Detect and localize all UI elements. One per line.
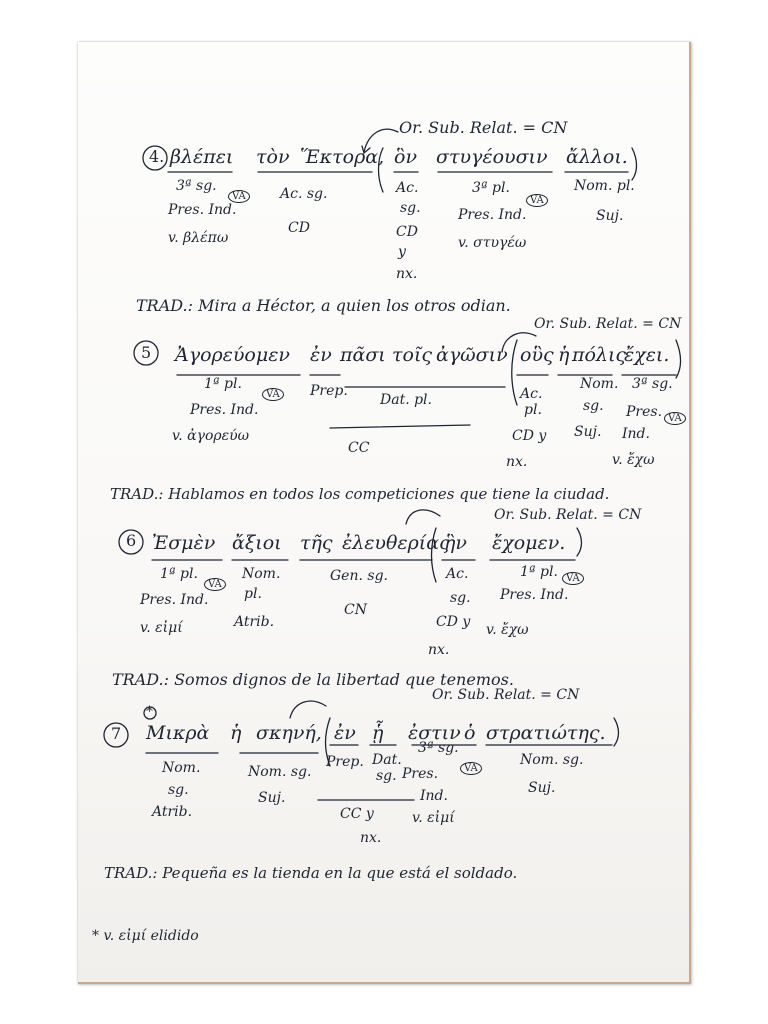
ex4-greek-6: ἄλλοι. (566, 146, 628, 168)
ex7-a5-3: v. εἰμί (412, 810, 455, 826)
ex7-a3-2: nx. (360, 830, 382, 846)
ex4-badge-2: VA (526, 194, 548, 207)
ex6-greek-4: ἐλευθερίας (342, 532, 450, 554)
ex7-a5-0: 3ª sg. (418, 740, 459, 756)
ex4-a2-1: CD (288, 220, 310, 236)
ex6-a5-2: v. ἔχω (486, 622, 529, 638)
ex7-greek-8: στρατιώτης. (486, 722, 606, 744)
ex6-a2-2: Atrib. (234, 614, 275, 630)
ex5-a3-0: Dat. pl. (380, 392, 432, 408)
ex5-greek-6: οὓς (520, 344, 554, 366)
ex5-a6-3: v. ἔχω (612, 452, 655, 468)
ex6-a1-2: v. εἰμί (140, 620, 183, 636)
ex5-number: 5 (141, 343, 152, 362)
ex4-translation: TRAD.: Mira a Héctor, a quien los otros odian. (136, 296, 511, 315)
ex6-translation: TRAD.: Somos dignos de la libertad que tenemos. (112, 670, 514, 689)
ex5-translation: TRAD.: Hablamos en todos los competiciones que tiene la ciudad. (110, 485, 610, 503)
ex4-a4-0: 3ª pl. (472, 180, 510, 196)
ex6-greek-6: ἔχομεν. (492, 532, 566, 554)
ex4-number: 4. (149, 147, 165, 166)
ex7-badge: VA (460, 762, 482, 775)
ex4-a5-1: Suj. (596, 208, 624, 224)
ex4-greek-4: ὃν (394, 146, 417, 168)
ex4-greek-5: στυγέουσιν (436, 146, 548, 168)
ex5-greek-9: ἔχει. (624, 344, 670, 366)
ex6-a2-1: pl. (244, 586, 262, 602)
ex4-a4-1: Pres. Ind. (458, 207, 527, 223)
ex5-greek-5: ἀγῶσιν (436, 344, 508, 366)
ex4-a3-3: y (398, 244, 406, 260)
ex7-greek-3: σκηνή, (256, 722, 322, 744)
ex5-badge-2: VA (664, 412, 686, 425)
ex4-greek-1: βλέπει (170, 146, 234, 168)
ex7-a1-0: Nom. (162, 760, 201, 776)
ex5-a1-0: 1ª pl. (204, 376, 242, 392)
ex5-or-label: Or. Sub. Relat. = CN (534, 316, 682, 332)
ex4-a2-0: Ac. sg. (280, 186, 328, 202)
ex5-a3-1: CC (348, 440, 370, 456)
ex7-star: * (146, 704, 153, 720)
ex7-a4-0: Dat. (372, 752, 402, 768)
ex7-a5-1: Pres. (402, 766, 439, 782)
ex6-a5-0: 1ª pl. (520, 564, 558, 580)
ex7-a2-0: Nom. sg. (248, 764, 312, 780)
ex7-a1-2: Atrib. (152, 804, 193, 820)
footnote: * v. εἰμί elidido (92, 928, 199, 944)
ex6-a4-2: CD y (436, 614, 471, 630)
ex7-greek-5: ᾗ (372, 722, 384, 744)
ex7-a3-0: Prep. (326, 754, 364, 770)
ex7-greek-2: ἡ (230, 722, 242, 744)
ex5-a1-2: v. ἀγορεύω (172, 428, 250, 444)
ex5-greek-7: ἡ (558, 344, 570, 366)
ex7-number: 7 (111, 724, 122, 743)
ex5-greek-2: ἐν (310, 344, 332, 366)
ex6-a3-0: Gen. sg. (330, 568, 388, 584)
ex5-greek-1: Ἀγορεύομεν (175, 344, 290, 366)
ex6-greek-1: Ἐσμὲν (152, 532, 216, 554)
ex7-a1-1: sg. (168, 782, 189, 798)
ex4-greek-3: Ἕκτορα, (300, 146, 385, 168)
ex7-a2-1: Suj. (258, 790, 286, 806)
ex6-badge-1: VA (204, 578, 226, 591)
ex4-a3-4: nx. (396, 266, 418, 282)
ex5-a6-0: 3ª sg. (632, 376, 673, 392)
ex4-greek-2: τὸν (256, 146, 290, 168)
ex6-greek-2: ἄξιοι (232, 532, 282, 554)
ex4-a1-1: Pres. Ind. (168, 202, 237, 218)
ex5-a2-0: Prep. (310, 383, 348, 399)
ex6-a1-0: 1ª pl. (160, 566, 198, 582)
ex6-number: 6 (126, 531, 137, 550)
ex7-greek-4: ἐν (334, 722, 356, 744)
ex7-greek-6: ἐστιν (408, 722, 461, 744)
ex4-a3-0: Ac. (396, 180, 419, 196)
ex4-a3-1: sg. (400, 200, 421, 216)
ex7-a6-0: Nom. sg. (520, 752, 584, 768)
ex6-greek-3: τῆς (300, 532, 333, 554)
ex7-a6-1: Suj. (528, 780, 556, 796)
ex7-a3-1: CC y (340, 806, 374, 822)
ex6-a4-1: sg. (450, 590, 471, 606)
ex6-a4-3: nx. (428, 642, 450, 658)
ex4-a4-2: v. στυγέω (458, 235, 527, 251)
ex7-a4-1: sg. (376, 768, 397, 784)
ex7-a5-2: Ind. (420, 788, 448, 804)
ex6-a1-1: Pres. Ind. (140, 592, 209, 608)
ex5-a6-1: Pres. (626, 404, 663, 420)
ex6-badge-2: VA (562, 572, 584, 585)
ex7-translation: TRAD.: Pequeña es la tienda en la que está el soldado. (104, 864, 518, 882)
ex6-or-label: Or. Sub. Relat. = CN (494, 507, 642, 523)
ex5-a5-0: Nom. (580, 376, 619, 392)
ex4-a5-0: Nom. pl. (574, 178, 635, 194)
ex7-greek-1: Μικρὰ (146, 722, 210, 744)
ex4-badge-1: VA (228, 190, 250, 203)
ex6-a4-0: Ac. (446, 566, 469, 582)
ex5-greek-8: πόλις (572, 344, 627, 366)
ex5-a5-1: sg. (583, 398, 604, 414)
ex5-greek-3: πᾶσι (340, 344, 386, 366)
ex5-a4-3: nx. (506, 454, 528, 470)
ex5-a4-2: CD y (512, 428, 547, 444)
ex5-greek-4: τοῖς (392, 344, 433, 366)
ex6-a2-0: Nom. (242, 566, 281, 582)
ex6-a3-1: CN (344, 602, 367, 618)
ex4-a1-0: 3ª sg. (176, 178, 217, 194)
ex6-a5-1: Pres. Ind. (500, 587, 569, 603)
ex5-a4-1: pl. (524, 402, 542, 418)
ex5-a5-2: Suj. (574, 424, 602, 440)
ex7-greek-7: ὁ (464, 722, 476, 744)
ex5-a1-1: Pres. Ind. (190, 402, 259, 418)
ex6-greek-5: ἣν (444, 532, 467, 554)
ex5-badge-1: VA (262, 388, 284, 401)
ex4-a1-2: v. βλέπω (168, 230, 229, 246)
ex7-or-label: Or. Sub. Relat. = CN (432, 687, 580, 703)
ex4-a3-2: CD (396, 224, 418, 240)
ex5-a4-0: Ac. (520, 386, 543, 402)
ex5-a6-2: Ind. (622, 426, 650, 442)
ex4-or-label: Or. Sub. Relat. = CN (399, 118, 568, 137)
